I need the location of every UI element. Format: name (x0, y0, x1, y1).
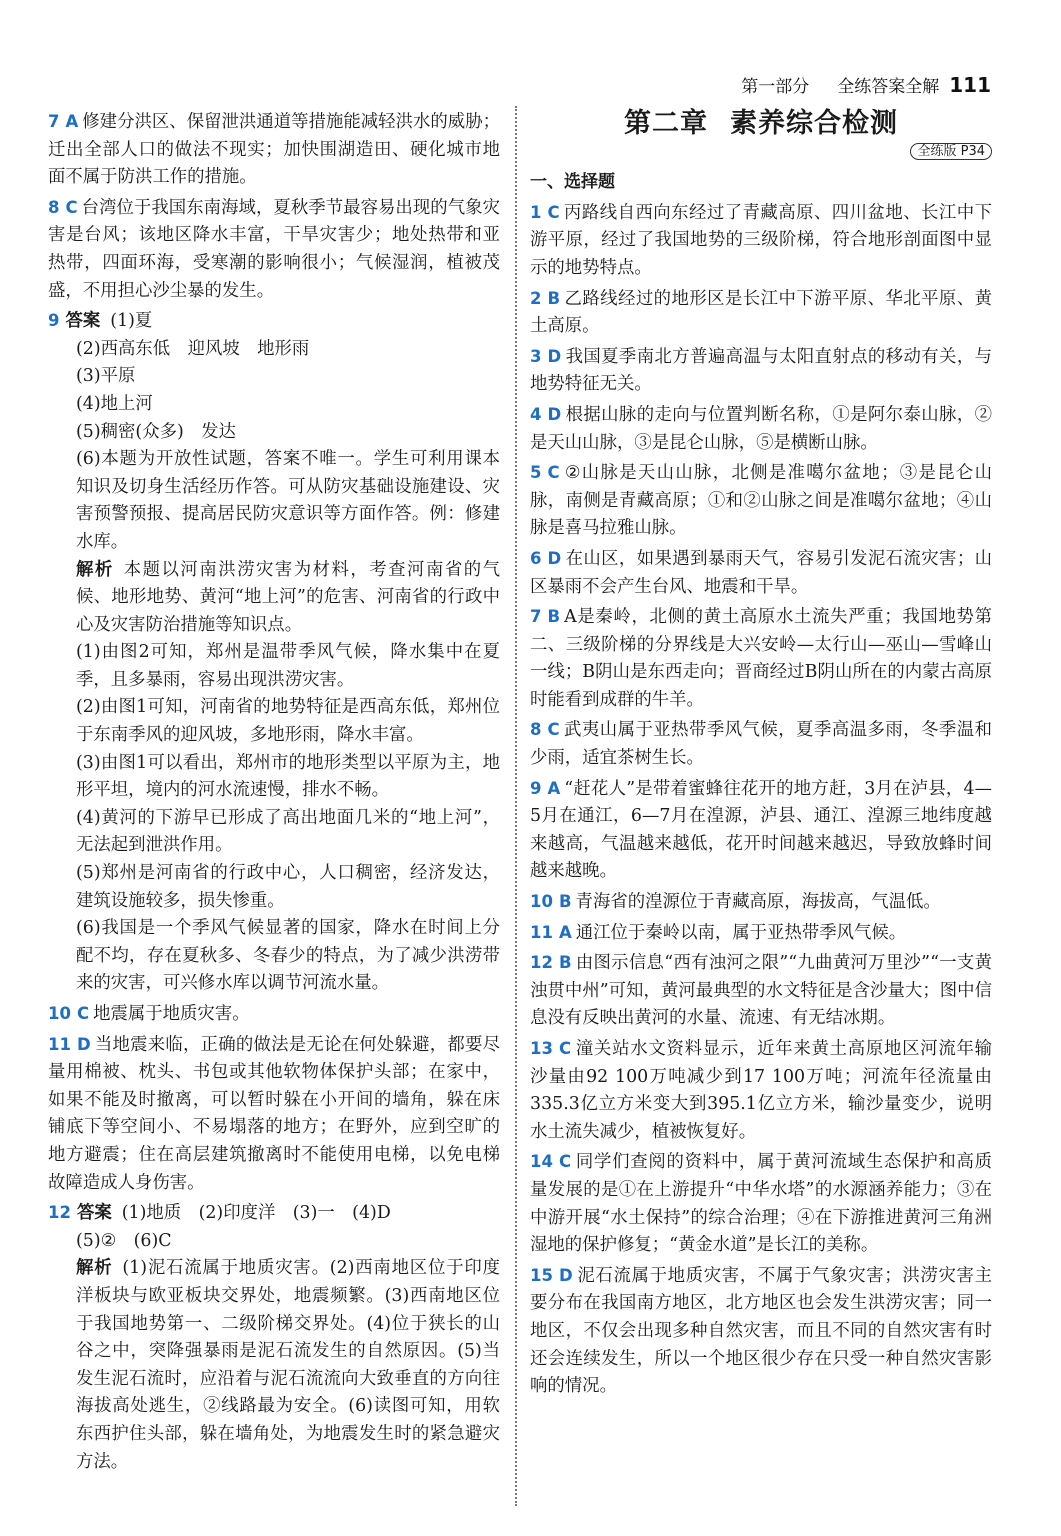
answer-choice: D (76, 1034, 91, 1054)
answer-line: (3)平原 (76, 366, 136, 387)
question-item (530, 949, 992, 1033)
analysis-text: (1)泥石流属于地质灾害。(2)西南地区位于印度洋板块与欧亚板块交界处，地震频繁。(3)西南地区位于我国地势第一、二级阶梯交界处。(4)位于狭长的山谷之中，突降强暴雨是泥石流发生的自然原因。(5)当发生泥石流时，应沿着与泥石流流向大致垂直的方向往海拔高处逃生，②线路最为安全。(6)读图可知，用软东西护住头部，躲在墙角处，为地震发生时的紧急避灾方法。 (76, 1258, 500, 1472)
question-number: 12 (530, 953, 553, 973)
answer-choice: D (547, 548, 562, 568)
question-item (48, 108, 500, 192)
answer-text: 潼关站水文资料显示，近年来黄土高原地区河流年输沙量由92 100万吨减少到17 100万吨；河流年径流量由335.3亿立方米变大到395.1亿立方米，输沙量变少，说明水土流失减少，植被恢复好。 (530, 1039, 992, 1142)
question-item (48, 307, 500, 998)
answer-line: (5)② (6)C (76, 1230, 172, 1251)
question-number: 9 (48, 311, 60, 331)
question-number: 3 (530, 346, 542, 366)
answer-text: 在山区，如果遇到暴雨天气，容易引发泥石流灾害；山区暴雨不会产生台风、地震和干旱。 (530, 548, 992, 597)
question-item (48, 1199, 500, 1476)
question-number: 12 (48, 1203, 71, 1223)
question-number: 10 (530, 892, 553, 912)
answer-text: 同学们查阅的资料中，属于黄河流域生态保护和高质量发展的是①在上游提升“中华水塔”的水源涵养能力；③在中游开展“水土保持”的综合治理；④在下游推进黄河三角洲湿地的保护修复；“黄金水道”是长江的美称。 (530, 1152, 992, 1256)
answer-choice: B (547, 607, 561, 627)
question-number: 10 (48, 1004, 71, 1023)
answer-choice: D (547, 346, 562, 366)
question-item (530, 1035, 992, 1146)
question-number: 15 (530, 1265, 553, 1285)
question-item (530, 459, 992, 543)
analysis-text: (1)由图2可知，郑州是温带季风气候，降水集中在夏季，且多暴雨，容易出现洪涝灾害。 (76, 642, 500, 690)
question-number: 6 (530, 548, 542, 568)
question-item (48, 194, 500, 305)
answer-line: (4)地上河 (76, 393, 153, 414)
question-number: 4 (530, 404, 542, 424)
page-header (741, 72, 991, 97)
answer-text: 丙路线自西向东经过了青藏高原、四川盆地、长江中下游平原，经过了我国地势的三级阶梯，符合地形剖面图中显示的地势特点。 (530, 202, 992, 278)
analysis-label: 解析 (76, 559, 114, 580)
answer-line: (1)地质 (2)印度洋 (3)一 (4)D (121, 1203, 391, 1224)
analysis-text: (4)黄河的下游早已形成了高出地面几米的“地上河”，无法起到泄洪作用。 (76, 807, 500, 856)
chapter-title (530, 110, 992, 138)
answer-choice: A (547, 778, 561, 798)
analysis-text: 本题以河南洪涝灾害为材料，考查河南省的气候、地形地势、黄河“地上河”的危害、河南省的行政中心及灾害防治措施等知识点。 (76, 559, 500, 635)
answer-line: (1)夏 (110, 311, 153, 332)
question-item (530, 401, 992, 457)
analysis-text: (3)由图1可以看出，郑州市的地形类型以平原为主，地形平坦，境内的河水流速慢，排水不畅。 (76, 752, 500, 801)
answer-text: A是秦岭，北侧的黄土高原水土流失严重；我国地势第二、三级阶梯的分界线是大兴安岭—太行山—巫山—雪峰山一线；B阴山是东西走向；晋商经过B阴山所在的内蒙古高原时能看到成群的牛羊。 (530, 607, 992, 710)
question-number: 1 (530, 202, 542, 222)
analysis-text: (5)郑州是河南省的行政中心，人口稠密，经济发达，建筑设施较多，损失惨重。 (76, 863, 500, 911)
question-item (530, 919, 992, 948)
question-number: 11 (530, 922, 553, 942)
page-number: 111 (949, 73, 991, 97)
question-number: 5 (530, 463, 542, 483)
answer-text: 泥石流属于地质灾害，不属于气象灾害；洪涝灾害主要分布在我国南方地区，北方地区也会发生洪涝灾害；同一地区，不仅会出现多种自然灾害，而且不同的自然灾害有时还会连续发生，所以一个地区很少存在只受一种自然灾害影响的情况。 (530, 1265, 992, 1397)
answer-choice: A (65, 112, 79, 131)
answer-text: ②山脉是天山山脉，北侧是准噶尔盆地；③是昆仑山脉，南侧是青藏高原；①和②山脉之间是准噶尔盆地；④山脉是喜马拉雅山脉。 (530, 463, 992, 539)
question-item (530, 888, 992, 917)
header-book: 全练答案全解 (837, 77, 940, 97)
question-item (48, 1000, 500, 1029)
reference-badge (530, 138, 992, 166)
question-item (530, 1148, 992, 1259)
chapter-number: 第二章 (624, 108, 708, 139)
answer-choice: B (547, 288, 561, 308)
question-number: 2 (530, 288, 542, 308)
question-item (530, 285, 992, 341)
question-number: 11 (48, 1034, 71, 1054)
question-item (530, 716, 992, 772)
question-number: 13 (530, 1039, 553, 1058)
answer-text: “赶花人”是带着蜜蜂往花开的地方赶，3月在泸县，4—5月在通江，6—7月在湟源，泸县、通江、湟源三地纬度越来越高，气温越来越低，花开时间越来越迟，导致放蜂时间越来越晚。 (530, 778, 992, 882)
analysis-paragraph (48, 557, 500, 640)
section-heading: 一、选择题 (530, 172, 615, 193)
question-number: 8 (48, 197, 60, 217)
answer-text: 由图示信息“西有浊河之限”“九曲黄河万里沙”“一支黄浊贯中州”可知，黄河最典型的水文特征是含沙量大；图中信息没有反映出黄河的水量、流速、有无结冰期。 (530, 953, 992, 1029)
answer-text: 武夷山属于亚热带季风气候，夏季高温多雨，冬季温和少雨，适宜茶树生长。 (530, 720, 992, 769)
question-number: 9 (530, 778, 542, 798)
question-item (530, 1262, 992, 1401)
question-item (530, 343, 992, 399)
analysis-text: (2)由图1可知，河南省的地势特征是西高东低，郑州位于东南季风的迎风坡，多地形雨，降水丰富。 (76, 697, 500, 746)
answer-text: 乙路线经过的地形区是长江中下游平原、华北平原、黄土高原。 (530, 288, 992, 337)
answer-choice: C (547, 463, 560, 483)
answer-choice: D (558, 1265, 573, 1285)
answer-choice: A (558, 922, 572, 942)
answer-text: 我国夏季南北方普遍高温与太阳直射点的移动有关，与地势特征无关。 (530, 346, 992, 395)
answer-choice: C (558, 1039, 572, 1058)
left-column (48, 108, 500, 1478)
analysis-text: (6)我国是一个季风气候显著的国家，降水在时间上分配不均，存在夏秋多、冬春少的特点，为了减少洪涝带来的灾害，可兴修水库以调节河流水量。 (76, 918, 500, 994)
answer-text: 当地震来临，正确的做法是无论在何处躲避，都要尽量用棉被、枕头、书包或其他软物体保护头部；在家中，如果不能及时撤离，可以暂时躲在小开间的墙角，躲在床铺底下等空间小、不易塌落的地方；在野外，应到空旷的地方避震；住在高层建筑撤离时不能使用电梯，以免电梯故障造成人身伤害。 (48, 1034, 500, 1193)
answer-line: (5)稠密(众多) 发达 (76, 421, 236, 442)
answer-choice: C (547, 202, 560, 222)
answer-choice: B (558, 892, 572, 912)
answer-text: 青海省的湟源位于青藏高原，海拔高，气温低。 (575, 892, 941, 913)
question-number: 7 (48, 112, 60, 131)
answer-choice: C (76, 1004, 90, 1023)
answer-text: 通江位于秦岭以南，属于亚热带季风气候。 (575, 922, 907, 943)
answer-text: 根据山脉的走向与位置判断名称，①是阿尔泰山脉，②是天山山脉，③是昆仑山脉，⑤是横断山脉。 (530, 404, 992, 453)
question-item (48, 1031, 500, 1198)
answer-label: 答案 (76, 1203, 112, 1224)
question-item (530, 199, 992, 283)
question-item (530, 603, 992, 714)
analysis-label: 解析 (76, 1258, 113, 1279)
reference-text: 全练版 P34 (910, 143, 992, 160)
answer-line: (6)本题为开放性试题，答案不唯一。学生可利用课本知识及切身生活经历作答。可从防灾基础设施建设、灾害预警预报、提高居民防灾意识等方面作答。例：修建水库。 (76, 449, 500, 552)
header-part: 第一部分 (741, 77, 810, 97)
answer-choice: B (558, 953, 572, 973)
question-number: 14 (530, 1152, 553, 1172)
answer-line: (2)西高东低 迎风坡 地形雨 (76, 338, 310, 359)
answer-choice: C (547, 720, 560, 740)
right-column (530, 108, 992, 1403)
question-item (530, 545, 992, 601)
answer-choice: C (558, 1152, 572, 1172)
answer-text: 地震属于地质灾害。 (93, 1004, 250, 1024)
answer-label: 答案 (65, 311, 101, 332)
question-number: 8 (530, 720, 542, 740)
answer-choice: C (65, 197, 78, 217)
chapter-name: 素养综合检测 (730, 108, 898, 139)
column-divider (515, 106, 517, 1506)
question-item (530, 775, 992, 886)
question-number: 7 (530, 607, 542, 627)
answer-text: 修建分洪区、保留泄洪通道等措施能减轻洪水的威胁；迁出全部人口的做法不现实；加快围湖造田、硬化城市地面不属于防洪工作的措施。 (48, 112, 500, 188)
answer-text: 台湾位于我国东南海域，夏秋季节最容易出现的气象灾害是台风；该地区降水丰富，干旱灾害少；地处热带和亚热带，四面环海，受寒潮的影响很小；气候湿润，植被茂盛，不用担心沙尘暴的发生。 (48, 197, 500, 301)
answer-choice: D (547, 404, 562, 424)
analysis-paragraph (48, 1255, 500, 1476)
